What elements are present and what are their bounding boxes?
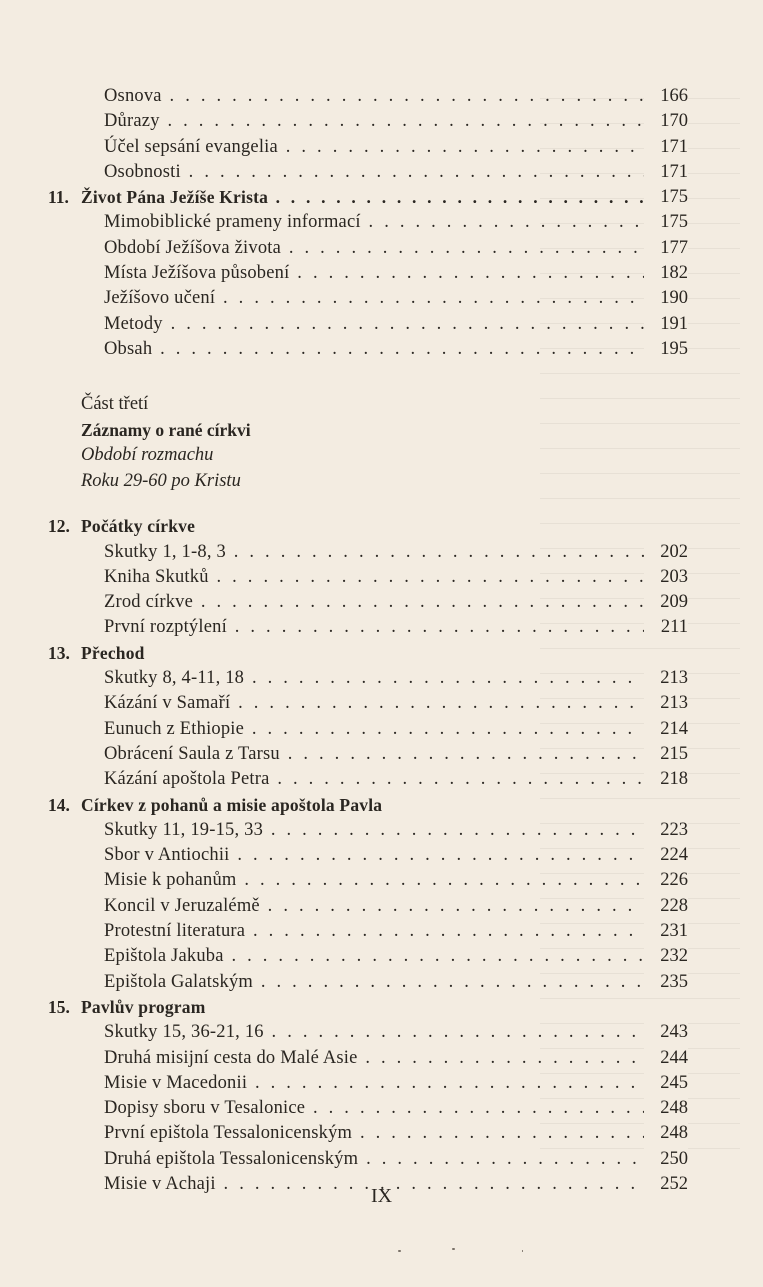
chapter-number: 15. [48,996,70,1017]
entry-title: Skutky 15, 36-21, 16 . . . [104,1020,659,1045]
entry-title: Skutky 8, 4-11, 18 . . . [104,666,659,691]
chapter-title: Život Pána Ježíše Krista . . . [81,185,659,210]
entry-title: Kázání apoštola Petra . . . [104,767,659,792]
entry-title: Eunuch z Ethiopie . . . [104,717,659,742]
chapter-number: 13. [48,642,70,663]
toc-entry [0,84,763,109]
entry-page: 228 [644,894,688,919]
toc-entry [0,590,763,615]
toc-entry [0,109,763,134]
chapter-11-heading [0,185,763,210]
entry-title: Zrod církve . . . [104,590,659,615]
entry-page: 250 [644,1147,688,1172]
toc-entry [0,691,763,716]
toc-entry [0,742,763,767]
entry-page: 195 [644,337,688,362]
entry-page: 248 [644,1096,688,1121]
entry-title: Misie k pohanům . . . [104,868,659,893]
entry-page: 209 [644,590,688,615]
entry-title: Druhá misijní cesta do Malé Asie . . . [104,1046,659,1071]
print-speck [522,1250,523,1252]
entry-page: 215 [644,742,688,767]
entry-title: Epištola Jakuba . . . [104,944,659,969]
toc-entry [0,565,763,590]
page-number: IX [370,1185,393,1207]
entry-page: 190 [644,286,688,311]
toc-entry [0,919,763,944]
toc-entry [0,894,763,919]
entry-title: Skutky 11, 19-15, 33 . . . [104,818,659,843]
chapter-title: Pavlův program [81,996,206,1017]
chapter-14-heading [0,793,763,818]
entry-page: 244 [644,1046,688,1071]
print-speck [398,1250,401,1252]
toc-entry [0,160,763,185]
entry-title: Skutky 1, 1-8, 3 . . . [104,540,659,565]
entry-page: 182 [644,261,688,286]
toc-entry [0,970,763,995]
entry-title: Kniha Skutků . . . [104,565,659,590]
entry-title: Misie v Achaji . . . [104,1172,659,1197]
entry-title: Obrácení Saula z Tarsu . . . [104,742,659,767]
entry-page: 223 [644,818,688,843]
entry-page: 177 [644,236,688,261]
chapter-page: 175 [644,185,688,210]
toc-entry [0,312,763,337]
entry-title: Metody . . . [104,312,659,337]
entry-title: Místa Ježíšova působení . . . [104,261,659,286]
chapter-number: 14. [48,794,70,815]
toc-entry [0,868,763,893]
toc-entry [0,843,763,868]
entry-page: 171 [644,160,688,185]
part-subtitle-years: Roku 29-60 po Kristu [81,471,241,492]
toc-entry [0,337,763,362]
entry-title: Mimobiblické prameny informací . . . [104,210,659,235]
entry-page: 235 [644,970,688,995]
chapter-13-heading [0,641,763,666]
entry-title: Důrazy . . . [104,109,659,134]
entry-page: 213 [644,691,688,716]
toc-entry [0,540,763,565]
entry-title: Protestní literatura . . . [104,919,659,944]
entry-page: 214 [644,717,688,742]
entry-page: 218 [644,767,688,792]
entry-title: Ježíšovo učení . . . [104,286,659,311]
toc-entry [0,236,763,261]
entry-title: Epištola Galatským . . . [104,970,659,995]
entry-page: 224 [644,843,688,868]
toc-entry [0,261,763,286]
entry-page: 231 [644,919,688,944]
entry-title: Koncil v Jeruzalémě . . . [104,894,659,919]
toc-entry [0,1046,763,1071]
entry-page: 248 [644,1121,688,1146]
table-of-contents [0,84,763,1197]
entry-title: Misie v Macedonii . . . [104,1071,659,1096]
chapter-title: Církev z pohanů a misie apoštola Pavla [81,794,383,815]
toc-entry [0,1071,763,1096]
toc-entry [0,615,763,640]
part-three-block [0,362,763,514]
entry-page: 171 [644,135,688,160]
entry-title: Sbor v Antiochii . . . [104,843,659,868]
entry-page: 213 [644,666,688,691]
entry-title: Kázání v Samaří . . . [104,691,659,716]
toc-entry [0,1121,763,1146]
chapter-number: 11. [48,187,69,208]
part-label: Část třetí [81,394,149,415]
entry-page: 211 [644,615,688,640]
toc-entry [0,1147,763,1172]
entry-title: Obsah . . . [104,337,659,362]
toc-entry [0,717,763,742]
toc-entry [0,944,763,969]
toc-entry [0,818,763,843]
entry-title: Osobnosti . . . [104,160,659,185]
entry-page: 170 [644,109,688,134]
toc-entry [0,135,763,160]
entry-page: 243 [644,1020,688,1045]
entry-title: Druhá epištola Tessalonicenským . . . [104,1147,659,1172]
entry-page: 203 [644,565,688,590]
print-speck [452,1248,455,1250]
toc-entry [0,666,763,691]
part-heading: Záznamy o rané církvi [81,420,251,441]
toc-entry [0,210,763,235]
toc-entry [0,1096,763,1121]
entry-page: 232 [644,944,688,969]
entry-page: 202 [644,540,688,565]
entry-page: 191 [644,312,688,337]
part-subtitle-period: Období rozmachu [81,445,214,466]
chapter-title: Počátky církve [81,516,196,537]
chapter-number: 12. [48,516,70,537]
toc-entry [0,1020,763,1045]
entry-page: 245 [644,1071,688,1096]
chapter-12-heading [0,514,763,539]
toc-entry [0,767,763,792]
chapter-title: Přechod [81,642,145,663]
entry-page: 175 [644,210,688,235]
entry-title: Dopisy sboru v Tesalonice . . . [104,1096,659,1121]
chapter-15-heading [0,995,763,1020]
toc-entry [0,286,763,311]
entry-page: 252 [644,1172,688,1197]
entry-page: 166 [644,84,688,109]
entry-title: První rozptýlení . . . [104,615,659,640]
entry-title: Osnova . . . [104,84,659,109]
entry-title: První epištola Tessalonicenským . . . [104,1121,659,1146]
entry-title: Období Ježíšova života . . . [104,236,659,261]
entry-page: 226 [644,868,688,893]
entry-title: Účel sepsání evangelia . . . [104,135,659,160]
